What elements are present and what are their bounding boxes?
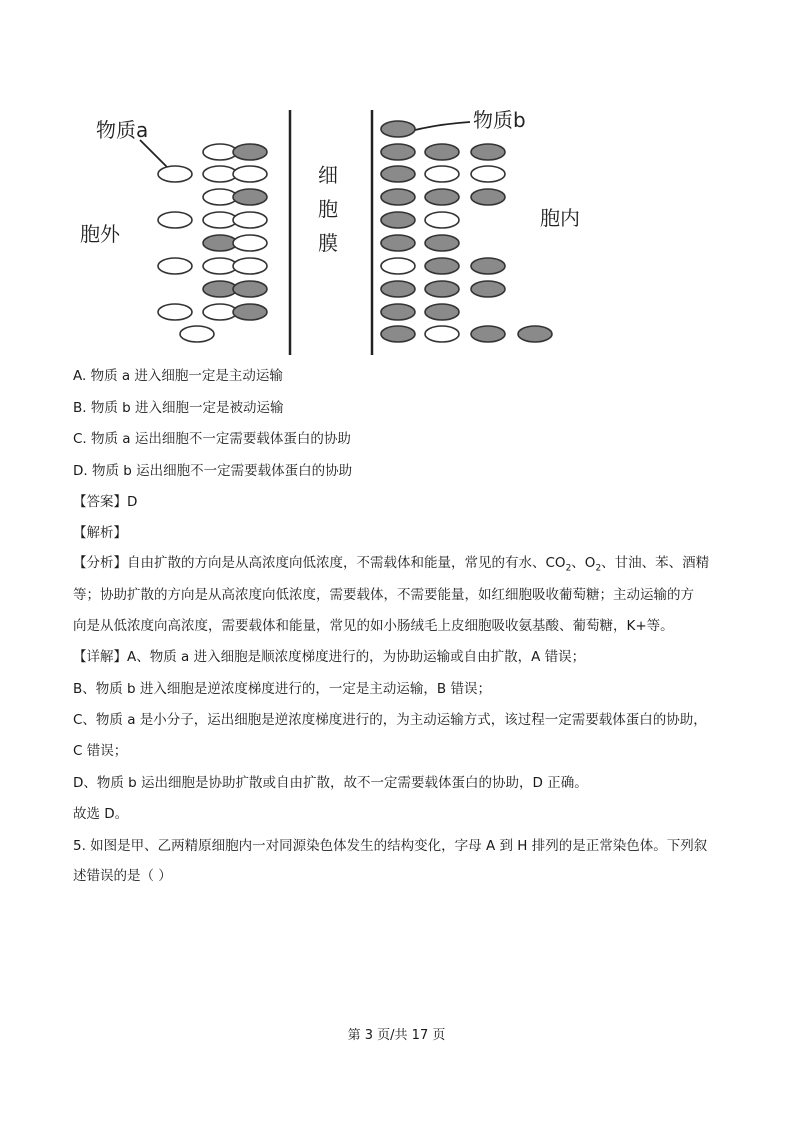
- outside-label: 胞外: [80, 222, 120, 246]
- o2-subscript: 2: [595, 563, 602, 574]
- analysis-tag: 【解析】: [73, 525, 127, 541]
- answer-tag: 【答案】: [73, 494, 127, 510]
- inside-particle-a: [425, 212, 459, 228]
- inside-particle-b: [471, 326, 505, 342]
- inside-particle-b: [425, 281, 459, 297]
- option-c: C. 物质 a 运出细胞不一定需要载体蛋白的协助: [73, 431, 351, 447]
- membrane-transport-figure: [60, 60, 620, 360]
- analysis-line-2: 等；协助扩散的方向是从高浓度向低浓度，需要载体，不需要能量，如红细胞吸收葡萄糖；主动运输的方: [73, 587, 694, 603]
- outside-particle-a: [158, 258, 192, 274]
- analysis-text-1: 自由扩散的方向是从高浓度向低浓度，不需载体和能量，常见的有水、CO: [127, 555, 566, 571]
- inside-particle-b: [381, 121, 415, 137]
- outside-particle-a: [203, 304, 237, 320]
- option-d: D. 物质 b 运出细胞不一定需要载体蛋白的协助: [73, 463, 353, 479]
- outside-particle-a: [233, 212, 267, 228]
- question5-line-1: 5. 如图是甲、乙两精原细胞内一对同源染色体发生的结构变化，字母 A 到 H 排列的是正常染色体。下列叙: [73, 838, 708, 854]
- answer-value: D: [127, 494, 138, 510]
- inside-particle-b: [425, 144, 459, 160]
- inside-particle-a: [425, 166, 459, 182]
- inside-particle-b: [381, 144, 415, 160]
- details-tag: 【详解】: [73, 649, 127, 665]
- outside-particle-b: [203, 235, 237, 251]
- inside-particle-b: [381, 326, 415, 342]
- pointer-line-b: [415, 122, 470, 130]
- inside-particle-a: [425, 326, 459, 342]
- outside-particle-a: [203, 144, 237, 160]
- outside-particle-b: [233, 144, 267, 160]
- outside-particle-a: [203, 212, 237, 228]
- membrane-label: [316, 158, 340, 260]
- inside-particle-b: [471, 281, 505, 297]
- membrane-char-1: 细: [318, 163, 338, 187]
- detail-line-c1: C、物质 a 是小分子，运出细胞是逆浓度梯度进行的，为主动运输方式，该过程一定需要载体蛋白的协助，: [73, 712, 707, 728]
- outside-particle-a: [233, 235, 267, 251]
- inside-particle-b: [471, 189, 505, 205]
- figure-drawing: [60, 60, 620, 360]
- detail-line-d: D、物质 b 运出细胞是协助扩散或自由扩散，故不一定需要载体蛋白的协助，D 正确。: [73, 775, 588, 791]
- outside-particle-a: [158, 212, 192, 228]
- answer-line: [73, 492, 137, 512]
- inside-particle-b: [425, 258, 459, 274]
- outside-particle-b: [233, 304, 267, 320]
- inside-particle-b: [381, 189, 415, 205]
- co2-subscript: 2: [565, 563, 572, 574]
- outside-particle-a: [233, 258, 267, 274]
- outside-particle-a: [233, 166, 267, 182]
- detail-line-b: B、物质 b 进入细胞是逆浓度梯度进行的，一定是主动运输，B 错误；: [73, 681, 491, 697]
- analysis-text-end: 、甘油、苯、酒精: [601, 555, 710, 571]
- membrane-char-2: 胞: [318, 197, 338, 221]
- particle-group: [158, 121, 552, 342]
- inside-label: 胞内: [540, 206, 580, 230]
- detail-line-a: [73, 647, 585, 667]
- outside-particle-a: [158, 166, 192, 182]
- outside-particle-a: [203, 258, 237, 274]
- option-a: A. 物质 a 进入细胞一定是主动运输: [73, 368, 283, 384]
- analysis-detail-tag: 【分析】: [73, 555, 127, 571]
- outside-particle-b: [233, 189, 267, 205]
- outside-particle-b: [203, 281, 237, 297]
- inside-particle-b: [381, 212, 415, 228]
- page-footer: 第 3 页/共 17 页: [347, 1028, 446, 1043]
- pointer-line-a: [140, 140, 170, 170]
- inside-particle-a: [381, 258, 415, 274]
- substance-b-label: 物质b: [473, 108, 526, 132]
- outside-particle-b: [233, 281, 267, 297]
- outside-particle-a: [158, 304, 192, 320]
- analysis-line-3: 向是从低浓度向高浓度，需要载体和能量，常见的如小肠绒毛上皮细胞吸收氨基酸、葡萄糖，K+等。: [73, 618, 674, 634]
- membrane-char-3: 膜: [318, 231, 338, 255]
- inside-particle-b: [381, 281, 415, 297]
- question5-line-2: 述错误的是（ ）: [73, 868, 172, 884]
- inside-particle-b: [381, 304, 415, 320]
- detail-a-text: A、物质 a 进入细胞是顺浓度梯度进行的，为协助运输或自由扩散，A 错误；: [127, 649, 586, 665]
- inside-particle-b: [381, 166, 415, 182]
- inside-particle-b: [471, 144, 505, 160]
- outside-particle-a: [203, 166, 237, 182]
- inside-particle-b: [518, 326, 552, 342]
- conclusion-line: 故选 D。: [73, 806, 129, 822]
- option-b: B. 物质 b 进入细胞一定是被动运输: [73, 400, 284, 416]
- analysis-text-mid: 、O: [571, 555, 596, 571]
- inside-particle-b: [425, 189, 459, 205]
- inside-particle-a: [471, 166, 505, 182]
- substance-a-label: 物质a: [96, 118, 149, 142]
- inside-particle-b: [471, 258, 505, 274]
- analysis-line-1: [73, 553, 709, 579]
- inside-particle-b: [381, 235, 415, 251]
- detail-line-c2: C 错误；: [73, 743, 128, 759]
- inside-particle-b: [425, 235, 459, 251]
- outside-particle-a: [180, 326, 214, 342]
- outside-particle-a: [203, 189, 237, 205]
- inside-particle-b: [425, 304, 459, 320]
